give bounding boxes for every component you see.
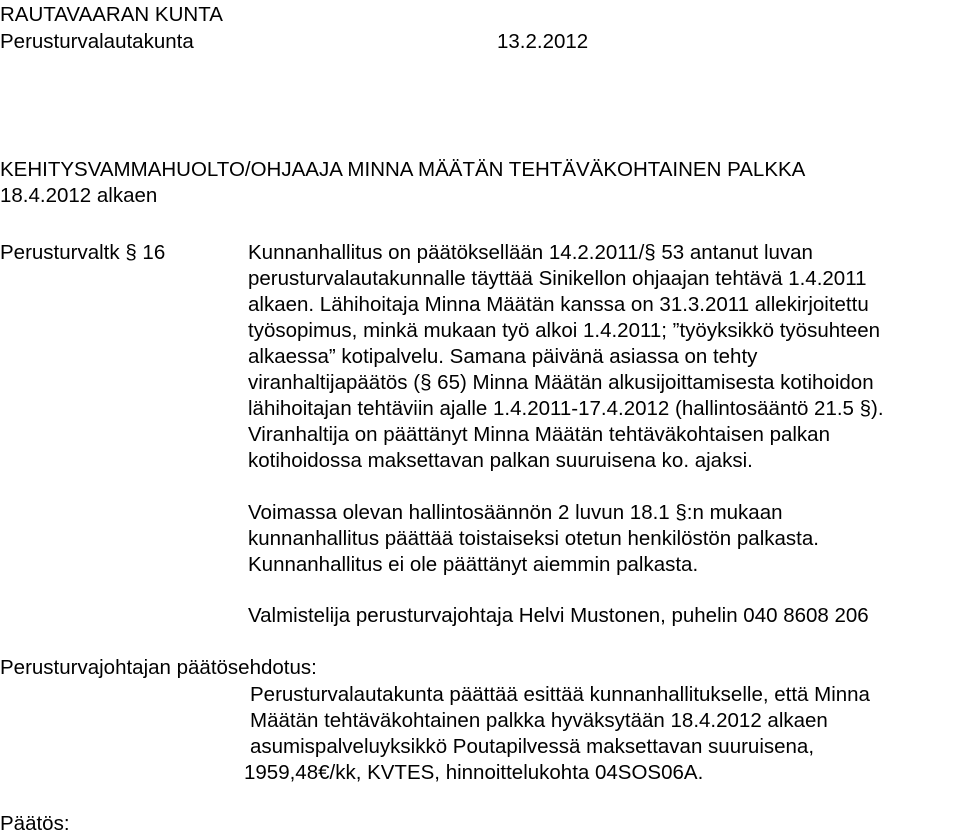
meeting-date: 13.2.2012 — [497, 30, 589, 53]
paragraph-line: Viranhaltija on päättänyt Minna Määtän tehtäväkohtaisen palkan — [248, 423, 830, 446]
paragraph-line: viranhaltijapäätös (§ 65) Minna Määtän alkusijoittamisesta kotihoidon — [248, 371, 874, 394]
decision-label: Päätös: — [0, 812, 70, 835]
document-title-date: 18.4.2012 alkaen — [0, 184, 158, 207]
paragraph-line: kunnanhallitus päättää toistaiseksi otetun henkilöstön palkasta. — [248, 527, 819, 550]
paragraph-line: Voimassa olevan hallintosäännön 2 luvun 18.1 §:n mukaan — [248, 501, 783, 524]
proposal-line: asumispalveluyksikkö Poutapilvessä maksettavan suuruisena, — [250, 735, 815, 758]
proposal-label: Perusturvajohtajan päätösehdotus: — [0, 656, 317, 679]
paragraph-line: alkaen. Lähihoitaja Minna Määtän kanssa on 31.3.2011 allekirjoitettu — [248, 293, 869, 316]
paragraph-line: lähihoitajan tehtäviin ajalle 1.4.2011-17.4.2012 (hallintosääntö 21.5 §). — [248, 397, 884, 420]
proposal-line: 1959,48€/kk, KVTES, hinnoittelukohta 04SOS06A. — [244, 761, 704, 784]
paragraph-line: Kunnanhallitus on päätöksellään 14.2.2011/§ 53 antanut luvan — [248, 241, 813, 264]
paragraph-line: kotihoidossa maksettavan palkan suuruisena ko. ajaksi. — [248, 449, 753, 472]
organization-name: RAUTAVAARAN KUNTA — [0, 3, 223, 26]
regulation-paragraph — [248, 500, 819, 578]
proposal-line: Perusturvalautakunta päättää esittää kunnanhallitukselle, että Minna — [250, 683, 870, 706]
preparer-line: Valmistelija perusturvajohtaja Helvi Mustonen, puhelin 040 8608 206 — [248, 604, 869, 627]
proposal-text — [244, 682, 870, 786]
committee-name: Perusturvalautakunta — [0, 30, 194, 53]
paragraph-line: työsopimus, minkä mukaan työ alkoi 1.4.2011; ”työyksikkö työsuhteen — [248, 319, 881, 342]
paragraph-line: perusturvalautakunnalle täyttää Sinikellon ohjaajan tehtävä 1.4.2011 — [248, 267, 867, 290]
proposal-line: Määtän tehtäväkohtainen palkka hyväksytään 18.4.2012 alkaen — [250, 709, 828, 732]
paragraph-line: Kunnanhallitus ei ole päättänyt aiemmin palkasta. — [248, 553, 699, 576]
section-label: Perusturvaltk § 16 — [0, 241, 166, 264]
background-paragraph — [248, 240, 884, 474]
paragraph-line: alkaessa” kotipalvelu. Samana päivänä asiassa on tehty — [248, 345, 758, 368]
document-title: KEHITYSVAMMAHUOLTO/OHJAAJA MINNA MÄÄTÄN TEHTÄVÄKOHTAINEN PALKKA — [0, 158, 806, 181]
